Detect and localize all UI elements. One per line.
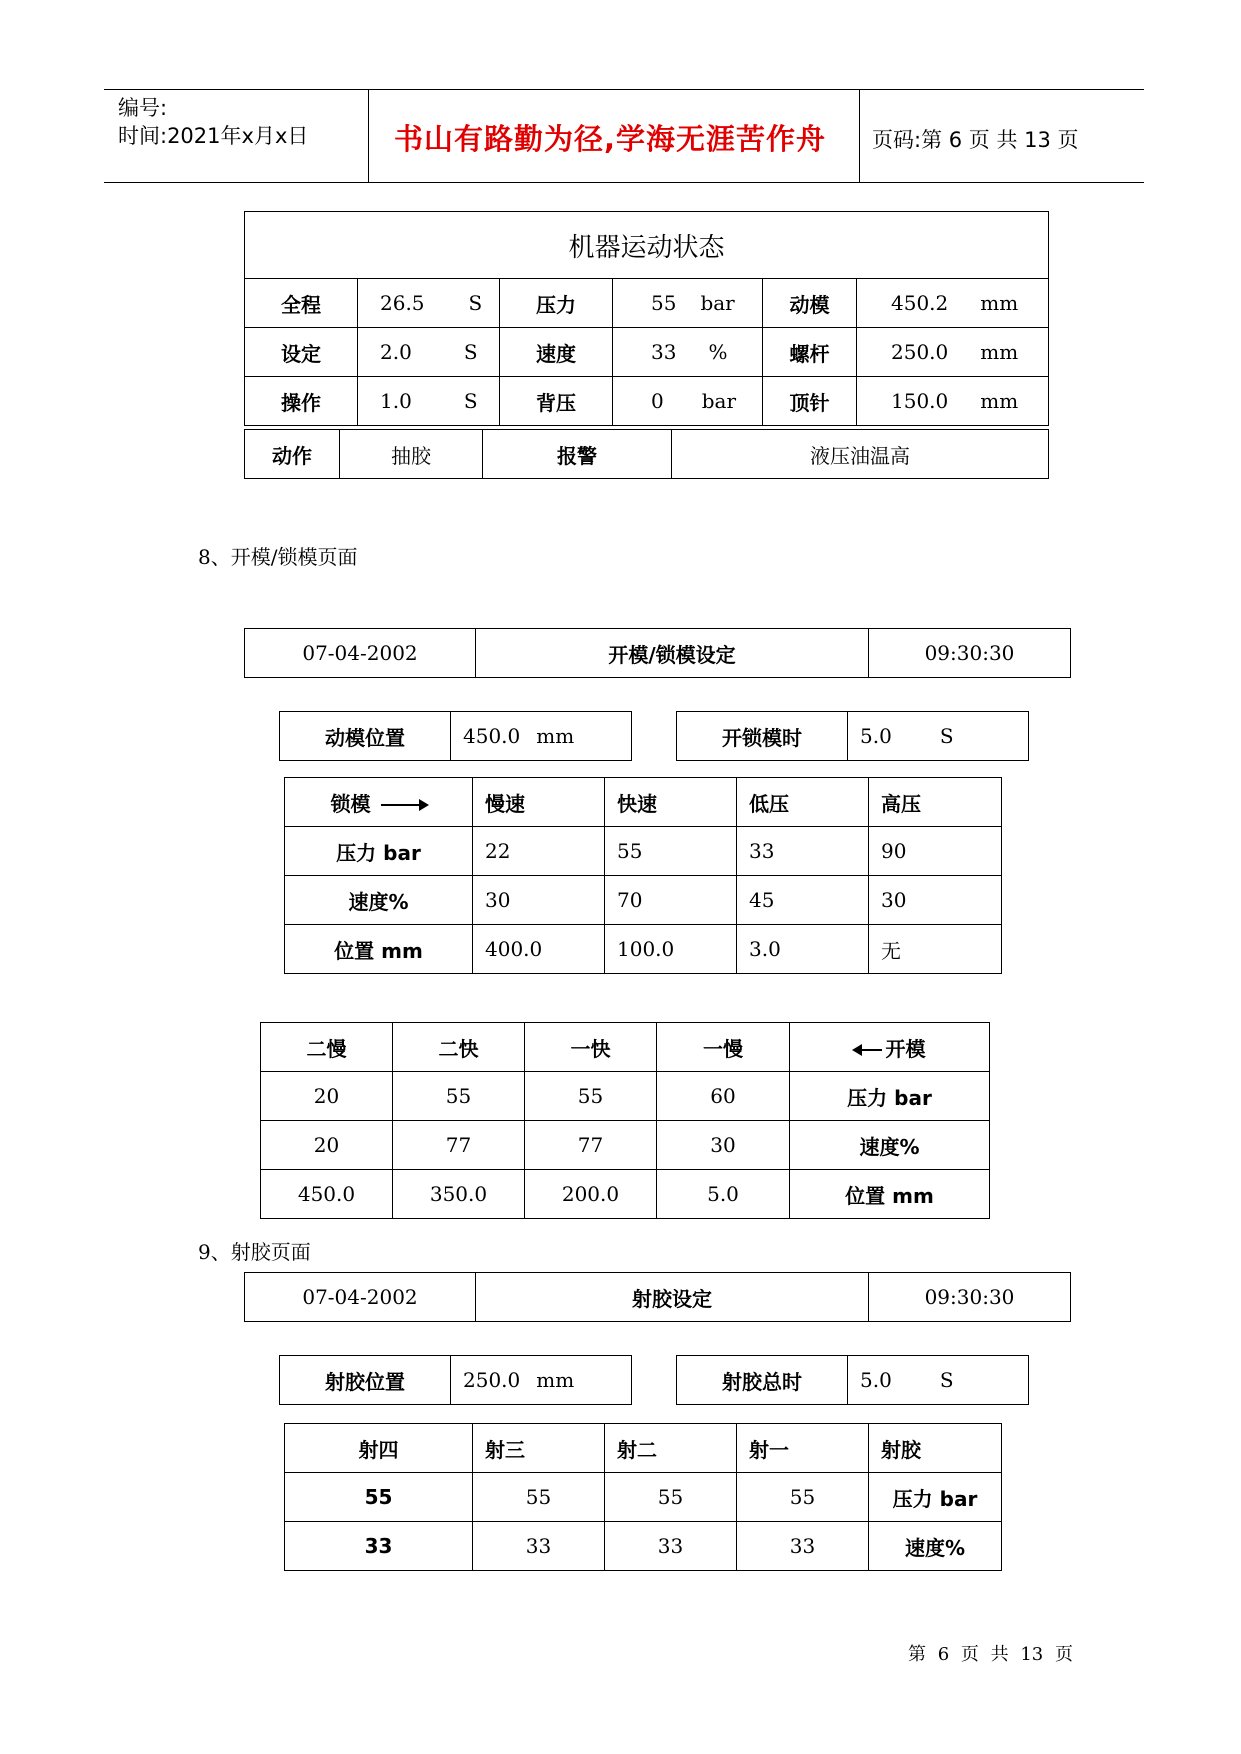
action-label: 动作: [245, 430, 340, 479]
status-value: 33 %: [613, 328, 763, 377]
open-lock-time-box: [676, 711, 1029, 761]
status-row: [245, 377, 1049, 426]
time-label: 时间:2021年x月x日: [118, 124, 309, 148]
table-cell: 5.0: [657, 1170, 790, 1219]
mold-position-label: 动模位置: [280, 712, 451, 761]
mold-position-value: 450.0 mm: [451, 712, 632, 761]
table-cell: 55: [393, 1072, 525, 1121]
injection-position-box: [279, 1355, 632, 1405]
status-value: 55 bar: [613, 279, 763, 328]
table-cell: 450.0: [261, 1170, 393, 1219]
table-cell: 55: [285, 1473, 473, 1522]
status-label: 设定: [245, 328, 358, 377]
table-cell: 55: [737, 1473, 869, 1522]
row-label: 位置 mm: [790, 1170, 990, 1219]
action-value: 抽胶: [340, 430, 483, 479]
table-cell: 无: [869, 925, 1002, 974]
injection-time-label: 射胶总时: [677, 1356, 848, 1405]
table-row: [285, 1522, 1002, 1571]
status-label: 螺杆: [763, 328, 857, 377]
open-lock-time-label: 开锁模时: [677, 712, 848, 761]
table-cell: 33: [737, 827, 869, 876]
table-cell: 200.0: [525, 1170, 657, 1219]
row-label: 压力 bar: [285, 827, 473, 876]
table-cell: 55: [525, 1072, 657, 1121]
table-row: [261, 1170, 990, 1219]
status-value: 450.2 mm: [857, 279, 1049, 328]
header-divider-right: [859, 89, 860, 182]
lock-header: 慢速: [473, 778, 605, 827]
screen-title: 开模/锁模设定: [476, 629, 869, 678]
row-label: 速度%: [869, 1522, 1002, 1571]
action-alarm-row: [244, 429, 1049, 479]
table-cell: 20: [261, 1072, 393, 1121]
status-row: [245, 279, 1049, 328]
status-row: [245, 328, 1049, 377]
row-label: 位置 mm: [285, 925, 473, 974]
injection-header: 射三: [473, 1424, 605, 1473]
lock-header: 快速: [605, 778, 737, 827]
machine-status-table: [244, 211, 1049, 426]
table-cell: 33: [473, 1522, 605, 1571]
header-divider-left: [368, 89, 369, 182]
table-cell: 55: [605, 827, 737, 876]
section-9-heading: 9、射胶页面: [198, 1240, 311, 1264]
status-label: 操作: [245, 377, 358, 426]
alarm-value: 液压油温高: [672, 430, 1049, 479]
open-lock-time-value: 5.0 S: [848, 712, 1029, 761]
serial-label: 编号:: [118, 96, 168, 120]
table-cell: 22: [473, 827, 605, 876]
open-header: 一慢: [657, 1023, 790, 1072]
injection-header: 射一: [737, 1424, 869, 1473]
open-mold-corner: 开模: [790, 1023, 990, 1072]
table-cell: 70: [605, 876, 737, 925]
table-row: [285, 827, 1002, 876]
status-label: 顶针: [763, 377, 857, 426]
date-display: 07-04-2002: [245, 629, 476, 678]
table-cell: 77: [393, 1121, 525, 1170]
status-value: 26.5 S: [358, 279, 500, 328]
lock-header: 高压: [869, 778, 1002, 827]
table-cell: 30: [657, 1121, 790, 1170]
open-mold-table: [260, 1022, 990, 1219]
status-value: 150.0 mm: [857, 377, 1049, 426]
table-cell: 55: [473, 1473, 605, 1522]
status-table-title: 机器运动状态: [245, 212, 1049, 279]
injection-header: 射四: [285, 1424, 473, 1473]
open-lock-title-bar: [244, 628, 1071, 678]
table-cell: 33: [605, 1522, 737, 1571]
row-label: 压力 bar: [790, 1072, 990, 1121]
mold-position-box: [279, 711, 632, 761]
arrow-left-icon: [854, 1049, 882, 1051]
status-value: 1.0 S: [358, 377, 500, 426]
table-cell: 33: [285, 1522, 473, 1571]
status-label: 动模: [763, 279, 857, 328]
injection-position-value: 250.0 mm: [451, 1356, 632, 1405]
table-cell: 3.0: [737, 925, 869, 974]
table-cell: 30: [869, 876, 1002, 925]
table-cell: 33: [737, 1522, 869, 1571]
header-bottom-rule: [104, 182, 1144, 183]
status-value: 2.0 S: [358, 328, 500, 377]
arrow-right-icon: [381, 804, 427, 806]
row-label: 速度%: [790, 1121, 990, 1170]
injection-position-label: 射胶位置: [280, 1356, 451, 1405]
status-value: 0 bar: [613, 377, 763, 426]
table-cell: 45: [737, 876, 869, 925]
motto: 书山有路勤为径,学海无涯苦作舟: [394, 122, 827, 156]
screen-title: 射胶设定: [476, 1273, 869, 1322]
date-display: 07-04-2002: [245, 1273, 476, 1322]
status-label: 背压: [500, 377, 613, 426]
table-cell: 400.0: [473, 925, 605, 974]
table-cell: 20: [261, 1121, 393, 1170]
row-label: 速度%: [285, 876, 473, 925]
table-cell: 30: [473, 876, 605, 925]
injection-header: 射胶: [869, 1424, 1002, 1473]
section-8-heading: 8、开模/锁模页面: [198, 545, 358, 569]
table-cell: 90: [869, 827, 1002, 876]
table-row: [285, 925, 1002, 974]
lock-mold-table: [284, 777, 1002, 974]
table-row: [261, 1121, 990, 1170]
page-number-label: 页码:第 6 页 共 13 页: [872, 128, 1079, 152]
injection-time-value: 5.0 S: [848, 1356, 1029, 1405]
time-display: 09:30:30: [869, 1273, 1071, 1322]
status-value: 250.0 mm: [857, 328, 1049, 377]
lock-header: 低压: [737, 778, 869, 827]
header-top-rule: [104, 89, 1144, 90]
table-cell: 55: [605, 1473, 737, 1522]
time-display: 09:30:30: [869, 629, 1071, 678]
open-header: 一快: [525, 1023, 657, 1072]
open-header: 二慢: [261, 1023, 393, 1072]
injection-header: 射二: [605, 1424, 737, 1473]
injection-table: [284, 1423, 1002, 1571]
injection-title-bar: [244, 1272, 1071, 1322]
table-cell: 60: [657, 1072, 790, 1121]
table-cell: 100.0: [605, 925, 737, 974]
table-cell: 77: [525, 1121, 657, 1170]
open-header: 二快: [393, 1023, 525, 1072]
alarm-label: 报警: [483, 430, 672, 479]
table-row: [261, 1072, 990, 1121]
table-row: [285, 876, 1002, 925]
lock-mold-corner: 锁模: [285, 778, 473, 827]
page-footer: 第 6 页 共 13 页: [908, 1644, 1073, 1665]
table-cell: 350.0: [393, 1170, 525, 1219]
status-label: 速度: [500, 328, 613, 377]
status-label: 全程: [245, 279, 358, 328]
table-row: [285, 1473, 1002, 1522]
injection-time-box: [676, 1355, 1029, 1405]
row-label: 压力 bar: [869, 1473, 1002, 1522]
status-label: 压力: [500, 279, 613, 328]
